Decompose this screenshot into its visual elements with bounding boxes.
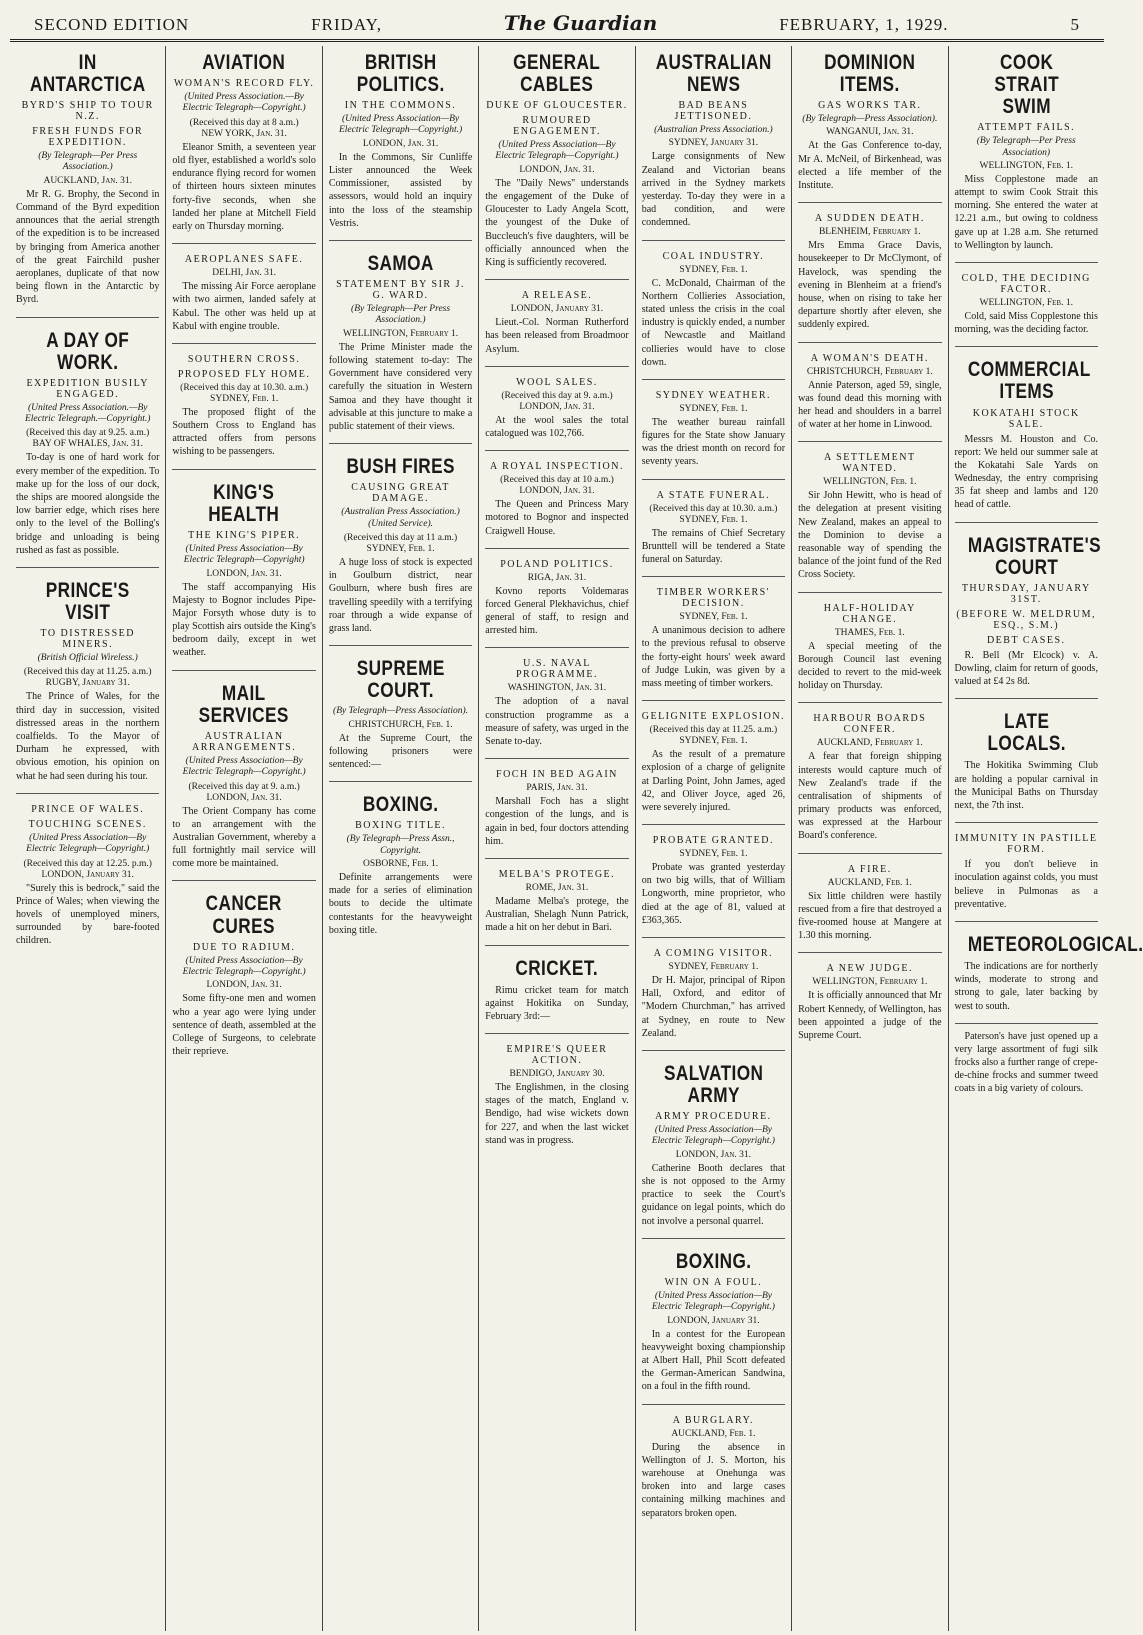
article-subhead2: (BEFORE W. MELDRUM, ESQ., S.M.): [956, 608, 1097, 631]
article-dateline: RUGBY, January 31.: [45, 678, 130, 689]
article-subhead: DUE TO RADIUM.: [192, 941, 296, 953]
article-subhead: A BURGLARY.: [672, 1414, 755, 1426]
article-body: During the absence in Wellington of J. S. Morton, his warehouse at Onehunga was broken into and large cases containing milking machines and separators broken open.: [641, 1441, 786, 1519]
article-headline: CANCER CURES: [206, 892, 283, 938]
edition-label: SECOND EDITION: [34, 15, 190, 34]
article-dateline: SYDNEY, Feb. 1.: [679, 849, 748, 860]
article: [798, 853, 941, 943]
article: [642, 1238, 785, 1394]
article: [485, 279, 628, 356]
article: [485, 548, 628, 638]
article: [16, 793, 159, 948]
article: [798, 342, 941, 432]
article-body: In a contest for the European heavyweight boxing championship at Albert Hall, Phil Scott defeated the German-American Sandwina, on a foul in the fifth round.: [641, 1328, 786, 1393]
article-dateline: BENDIGO, January 30.: [509, 1069, 605, 1080]
article-dateline: NEW YORK, Jan. 31.: [201, 128, 287, 139]
article: [954, 522, 1101, 689]
article: [954, 921, 1143, 1013]
article-headline: SALVATION ARMY: [663, 1061, 764, 1108]
article-body: Six little children were hastily rescued from a fire that destroyed a five-roomed house at Mangere at 1.30 this morning.: [798, 890, 942, 942]
article-subhead: BYRD'S SHIP TO TOUR N.Z.: [21, 100, 154, 123]
article: [172, 52, 315, 233]
article-body: Definite arrangements were made for a series of elimination bouts to decide the ultimate contestants for the heavyweight boxing title.: [328, 871, 473, 936]
article-subhead: COAL INDUSTRY.: [662, 250, 765, 262]
article-body: It is officially announced that Mr Robert Kennedy, of Wellington, has been appointed a judge of the Supreme Court.: [798, 990, 942, 1041]
article-body: Madame Melba's protege, the Australian, Shelagh Nunn Patrick, made a hit on her debut in Bari.: [485, 895, 629, 934]
article-dateline: AUCKLAND, Feb. 1.: [827, 877, 912, 888]
article-subhead: FOCH IN BED AGAIN: [496, 769, 618, 781]
article-credit: (United Press Association—By Electric Telegraph—Copyright): [183, 543, 305, 566]
article-body: A fear that foreign shipping interests would capture much of New Zealand's trade if the centralisation of shipments of primary products was enforced, was expressed at the Harbour Board's conference.: [798, 751, 942, 842]
article: [485, 366, 628, 440]
article-dateline: AUCKLAND, Feb. 1.: [671, 1428, 756, 1439]
article-subhead: TO DISTRESSED MINERS.: [40, 628, 136, 651]
article-dateline: AUCKLAND, Jan. 31.: [43, 175, 132, 186]
article-subhead: A SUDDEN DEATH.: [814, 213, 925, 225]
article-credit: (By Telegraph—Per Press Association.): [38, 151, 138, 173]
article-subhead2: TOUCHING SCENES.: [28, 818, 147, 830]
article-subhead: HALF-HOLIDAY CHANGE.: [823, 602, 916, 625]
article-body: Dr H. Major, principal of Ripon Hall, Oxford, and editor of "Modern Churchman," has arrived at Sydney, en route to New Zealand.: [641, 975, 786, 1039]
article-dateline: SYDNEY, January 31.: [668, 138, 759, 149]
article-dateline: WELLINGTON, Feb. 1.: [979, 298, 1073, 309]
article-body: The "Daily News" understands the engagement of the Duke of Gloucester to Lady Angela Scott, the youngest of the Duke of Buccleuch's five daughters, will be officially announced when the King is sufficiently recovered.: [485, 177, 629, 268]
article-dateline: SYDNEY, Feb. 1.: [210, 393, 279, 404]
masthead: [10, 0, 1104, 42]
article-body: At the wool sales the total catalogued was 102,766.: [485, 414, 629, 439]
article-body: The missing Air Force aeroplane with two airmen, landed safely at Kabul. The other was held up at Kabul with engine trouble.: [172, 281, 316, 332]
article-dateline: LONDON, Jan. 31.: [362, 138, 439, 149]
article: [642, 379, 785, 469]
article: [955, 52, 1098, 252]
article-body: Mrs Emma Grace Davis, housekeeper to Dr McClymont, of Havelock, was spending the evening in Blenheim at a friend's house, when on rising to take her departure shortly after eleven, she suddenly expired.: [798, 240, 942, 331]
article-body: The adoption of a naval construction programme as a measure of safety, was urged in the Senate to-day.: [485, 696, 629, 747]
article-subhead: GAS WORKS TAR.: [818, 100, 922, 112]
article-subhead: A STATE FUNERAL.: [656, 489, 771, 501]
article-body: Rimu cricket team for match against Hokitika on Sunday, February 3rd:—: [485, 984, 629, 1022]
article-received: (Received this day at 10.30. a.m.): [180, 382, 309, 393]
article-dateline: WANGANUI, Jan. 31.: [826, 127, 914, 138]
article: [642, 937, 785, 1040]
article-received: (Received this day at 8 a.m.): [189, 117, 299, 128]
article-headline: BOXING.: [675, 1249, 752, 1273]
article-dateline: SYDNEY, Feb. 1.: [679, 736, 748, 747]
article-headline: KING'S HEALTH: [208, 480, 280, 526]
article: [16, 567, 159, 783]
article-dateline: WELLINGTON, Feb. 1.: [979, 160, 1073, 171]
article-headline: PRINCE'S VISIT: [45, 578, 130, 624]
article-body: Cold, said Miss Copplestone this morning, was the deciding factor.: [954, 311, 1098, 336]
article-headline: AVIATION: [202, 51, 286, 74]
article: [642, 240, 785, 369]
article: [16, 317, 159, 557]
article-subhead: PRINCE OF WALES.: [31, 803, 145, 815]
article-subhead: COLD, THE DECIDING FACTOR.: [961, 273, 1091, 296]
article-body: A special meeting of the Borough Council last evening decided to revert to the mid-week holiday on Thursday.: [798, 640, 942, 692]
article-body: R. Bell (Mr Elcock) v. A. Dowling, claim for return of goods, valued at £4 2s 8d.: [954, 649, 1098, 688]
article: [955, 822, 1098, 911]
article-dateline: THAMES, Feb. 1.: [834, 627, 905, 638]
article: [798, 592, 941, 693]
article-body: Probate was granted yesterday on two big wills, that of William Longworth, mine proprietor, who died at the age of 81, valued at £363,365.: [641, 862, 786, 926]
article: [798, 52, 941, 192]
article-body: C. McDonald, Chairman of the Northern Collieries Association, stated unless the crisis in the coal industry is quickly ended, a number of Newcastle and Maitland collieries would have to close down.: [641, 277, 786, 368]
article-subhead: EMPIRE'S QUEER ACTION.: [506, 1044, 608, 1067]
article: [485, 52, 628, 269]
article-body: Mr R. G. Brophy, the Second in Command of the Byrd expedition announces that the aerial strength of the expedition is to be increased by bringing from America another of the great Fairchild pusher aeroplanes, duplicate of that now being flown in the Antarctic by Byrd.: [16, 188, 160, 306]
article: [642, 1050, 785, 1228]
article-body: The Prime Minister made the following statement to-day: The Government have considered very carefully the situation in Western Samoa and they have thought it advisable at this juncture to make a public statement of their views.: [328, 341, 473, 432]
article-credit: (United Press Association—By Electric Telegraph—Copyright.): [495, 140, 619, 162]
article-subhead: SYDNEY WEATHER.: [655, 389, 772, 401]
article-subhead: KOKATAHI STOCK SALE.: [972, 407, 1080, 430]
article: [329, 240, 472, 433]
article-dateline: LONDON, Jan. 31.: [675, 1149, 752, 1160]
article-received: (Received this day at 10 a.m.): [500, 475, 614, 486]
article-dateline: CHRISTCHURCH, February 1.: [806, 366, 933, 377]
article-subhead: A COMING VISITOR.: [653, 948, 774, 960]
article-subhead: POLAND POLITICS.: [500, 558, 614, 570]
article: [642, 700, 785, 814]
article-body: Messrs M. Houston and Co. report: We held our summer sale at the Kokatahi Sale Yards on Wednesday, the entry comprising 35 fat sheep and lambs and 120 head of cattle.: [954, 433, 1098, 511]
article-dateline: RIGA, Jan. 31.: [527, 572, 587, 583]
article-dateline: AUCKLAND, February 1.: [816, 738, 923, 749]
article: [16, 52, 159, 307]
article-subhead: GELIGNITE EXPLOSION.: [641, 711, 786, 723]
article-subhead: THE KING'S PIPER.: [188, 529, 301, 541]
article: [172, 243, 315, 333]
article: [642, 576, 785, 690]
article-headline: SAMOA: [367, 252, 434, 275]
article: [485, 647, 628, 748]
article-credit: (By Telegraph—Press Association).: [802, 114, 938, 125]
article-credit: (United Press Association—By Electric Telegraph—Copyright.): [26, 832, 150, 855]
article-body: As the result of a premature explosion of a charge of gelignite at Darling Point, John James, aged 42, and Oliver Joyce, aged 26, were severely injured.: [641, 749, 786, 813]
article-body: The Orient Company has come to an arrangement with the Australian Government, whereby a full fortnightly mail service will come more be maintained.: [172, 805, 316, 870]
article: [955, 1023, 1098, 1096]
article-received: (Received this day at 9.25. a.m.): [26, 428, 150, 439]
article-headline: BRITISH POLITICS.: [356, 51, 445, 97]
column-1: [10, 46, 166, 1631]
article-credit: (United Press Association—By Electric Telegraph—Copyright.): [182, 755, 306, 778]
article: [642, 1404, 785, 1520]
article-body: If you don't believe in inoculation against colds, you must believe in Pulmonas as a preventative.: [954, 859, 1098, 910]
article: [329, 443, 472, 635]
article-headline: LATE LOCALS.: [987, 710, 1066, 756]
article-subhead: SOUTHERN CROSS.: [187, 353, 301, 365]
article-subhead: TIMBER WORKERS' DECISION.: [656, 587, 771, 610]
article-body: At the Supreme Court, the following prisoners were sentenced:—: [328, 732, 473, 770]
article-headline: METEOROLOGICAL.: [967, 932, 1143, 956]
article-body: The proposed flight of the Southern Cross to England has attracted offers from persons wishing to be passengers.: [172, 406, 316, 458]
article-body: Eleanor Smith, a seventeen year old flyer, established a world's solo endurance flying record for women of thirteen hours sixteen minutes forty-five seconds, when she landed her plane at Mitchell Field early on Thursday morning.: [172, 141, 316, 232]
article-dateline: BAY OF WHALES, Jan. 31.: [32, 439, 143, 450]
article-body: Some fifty-one men and women who a year ago were lying under sentence of death, assembled at the College of Surgeons, to celebrate their reprieve.: [172, 993, 316, 1058]
article-subhead2: FRESH FUNDS FOR EXPEDITION.: [32, 126, 144, 149]
article-body: Marshall Foch has a slight congestion of the lungs, and is again in bed, four doctors attending him.: [485, 796, 629, 847]
column-2: [166, 46, 322, 1631]
article-subhead: A SETTLEMENT WANTED.: [824, 452, 916, 475]
article-headline: AUSTRALIAN NEWS: [655, 51, 772, 97]
article-body: Sir John Hewitt, who is head of the delegation at present visiting New Zealand, makes an appeal to the Dominion to devise a reasonable way of spending the balance of the joint fund of the Red Cross Society.: [798, 490, 942, 581]
article-dateline: ROME, Jan. 31.: [525, 882, 589, 893]
article-subhead: BOXING TITLE.: [355, 820, 447, 832]
article-subhead: EXPEDITION BUSILY ENGAGED.: [26, 377, 149, 400]
article-credit: (By Telegraph—Per Press Association.): [351, 304, 451, 326]
article: [485, 945, 628, 1024]
article-subhead: A ROYAL INSPECTION.: [489, 461, 624, 473]
article-dateline: SYDNEY, Feb. 1.: [679, 264, 748, 275]
article-dateline: LONDON, Jan. 31.: [519, 164, 595, 175]
article-body: The remains of Chief Secretary Brunttell will be tendered a State funeral on Saturday.: [641, 527, 786, 566]
article-subhead2: RUMOURED ENGAGEMENT.: [513, 115, 601, 138]
article: [485, 858, 628, 935]
article-dateline: OSBORNE, Feb. 1.: [362, 858, 439, 869]
article-credit: (United Press Association—By Electric Telegraph—Copyright.): [651, 1290, 775, 1313]
article-dateline: LONDON, January 31.: [667, 1315, 760, 1326]
article: [172, 880, 315, 1058]
article-body: The staff accompanying His Majesty to Bognor includes Pipe-Major Forsyth whose duty is to play Scottish airs outside the King's bedroom daily, except in wet weather.: [172, 581, 316, 659]
article-dateline: SYDNEY, Feb. 1.: [679, 514, 748, 525]
article: [329, 645, 472, 771]
article: [172, 469, 315, 660]
article-subhead: THURSDAY, JANUARY 31ST.: [961, 582, 1091, 605]
article-body: Large consignments of New Zealand and Victorian beans arrived in the Sydney markets yesterday. To-day they were in a bad condition, and were condemned.: [641, 151, 786, 229]
page-number: 5: [1070, 15, 1080, 34]
article-body: Catherine Booth declares that she is not opposed to the Army practice to seek the Court's guidance on legal points, which do not involve a personal quarrel.: [641, 1162, 786, 1227]
column-7: [949, 46, 1143, 1631]
article-body: A unanimous decision to adhere to the previous refusal to observe the forty-eight hours' week award of Judge Lukin, was given by a mass meeting of timber workers.: [641, 625, 786, 689]
article-body: Lieut.-Col. Norman Rutherford has been released from Broadmoor Asylum.: [485, 317, 629, 355]
article-credit: (United Press Association—By Electric Telegraph—Copyright.): [182, 955, 306, 977]
article-subhead: WIN ON A FOUL.: [664, 1276, 763, 1288]
article: [172, 670, 315, 871]
columns-container: [10, 46, 1143, 1631]
article-dateline: LONDON, Jan. 31.: [206, 792, 282, 803]
article-subhead: STATEMENT BY SIR J. G. WARD.: [336, 279, 465, 302]
article-body: "Surely this is bedrock," said the Prince of Wales; when viewing the hovels of unemployed miners, surrounded by bare-footed children.: [16, 882, 160, 947]
article-headline: IN ANTARCTICA: [29, 51, 146, 97]
article-subhead: CAUSING GREAT DAMAGE.: [351, 482, 450, 505]
article-body: The Prince of Wales, for the third day in succession, visited distressed areas in the northern coalfields. To the Mayor of Durham he expressed, with obvious emotion, his opinion on what he had seen during his tour.: [16, 691, 160, 782]
article-subhead2: PROPOSED FLY HOME.: [177, 368, 311, 380]
article-subhead: BAD BEANS JETTISONED.: [674, 100, 753, 123]
article-dateline: DELHI, Jan. 31.: [212, 268, 276, 279]
article-dateline: WASHINGTON, Jan. 31.: [507, 683, 607, 694]
article-credit: (By Telegraph—Press Assn., Copyright.: [346, 834, 455, 856]
article-credit: (Australian Press Association.) (United Service).: [341, 507, 460, 529]
article-subhead: U.S. NAVAL PROGRAMME.: [515, 658, 598, 681]
article-subhead: A NEW JUDGE.: [826, 963, 914, 975]
article-subhead: DUKE OF GLOUCESTER.: [486, 100, 628, 112]
issue-date: FEBRUARY, 1, 1929.: [779, 15, 949, 34]
article-subhead: A FIRE.: [847, 863, 892, 875]
article-dateline: LONDON, January 31.: [41, 869, 134, 880]
article-subhead: ATTEMPT FAILS.: [977, 122, 1076, 134]
article-subhead: A WOMAN'S DEATH.: [810, 352, 929, 364]
article-dateline: LONDON, Jan. 31.: [206, 568, 282, 579]
article-credit: (By Telegraph—Press Association).: [333, 706, 469, 717]
article-headline: CRICKET.: [515, 956, 599, 980]
article-body: A huge loss of stock is expected in Goulburn district, near Goulburn, where bush fires are travelling speedily with a terrifying roar through a wide expanse of grass land.: [328, 556, 473, 634]
article: [798, 952, 941, 1042]
article-subhead: IMMUNITY IN PASTILLE FORM.: [954, 833, 1098, 856]
article-body: The indications are for northerly winds, moderate to strong and strong to gale, later backing by west to south.: [954, 960, 1098, 1012]
article: [172, 343, 315, 459]
column-3: [323, 46, 479, 1631]
article-subhead: IN THE COMMONS.: [344, 100, 457, 112]
article-dateline: LONDON, Jan. 31.: [206, 980, 282, 991]
article-body: The Queen and Princess Mary motored to Bognor and inspected Craigwell House.: [485, 499, 629, 537]
article-body: Kovno reports Voldemaras forced General Plekhavichus, chief general of staff, to resign and arrested him.: [485, 585, 629, 637]
article-dateline: WELLINGTON, Feb. 1.: [823, 477, 917, 488]
column-5: [636, 46, 792, 1631]
article-subhead3: DEBT CASES.: [986, 634, 1066, 646]
article: [329, 52, 472, 230]
article-dateline: LONDON, Jan. 31.: [519, 401, 595, 412]
article-received: (Received this day at 10.30. a.m.): [649, 503, 778, 514]
article-body: At the Gas Conference to-day, Mr A. McNeil, of Birkenhead, was elected a life member of the Institute.: [798, 140, 942, 192]
article-dateline: SYDNEY, February 1.: [668, 962, 759, 973]
article-subhead: WOOL SALES.: [516, 376, 598, 388]
article-body: The Hokitika Swimming Club are holding a popular carnival in the Municipal Baths on Thursday next, the 7th inst.: [954, 760, 1098, 811]
article-credit: (United Press Association.—By Electric Telegraph.—Copyright.): [24, 402, 151, 425]
article: [798, 702, 941, 842]
article-dateline: SYDNEY, Feb. 1.: [366, 543, 435, 554]
article-headline: COOK STRAIT SWIM: [993, 51, 1059, 119]
article: [642, 52, 785, 230]
column-4: [479, 46, 635, 1631]
article-received: (Received this day at 11.25. a.m.): [649, 725, 778, 736]
article-body: To-day is one of hard work for every member of the expedition. To make up for the loss of our dock, the ships are moored alongside the low barrier edge, which rises here only to the level of the Bolling's bridge and unloading is being rushed as fast as possible.: [16, 452, 160, 556]
article: [955, 262, 1098, 336]
article-subhead: MELBA'S PROTEGE.: [498, 868, 616, 880]
article-dateline: LONDON, Jan. 31.: [519, 486, 595, 497]
article-subhead: A RELEASE.: [521, 290, 593, 302]
article-dateline: PARIS, Jan. 31.: [526, 783, 588, 794]
article-subhead: WOMAN'S RECORD FLY.: [173, 78, 315, 90]
paper-name: The Guardian: [503, 11, 658, 35]
article: [955, 346, 1098, 511]
article-subhead: PROBATE GRANTED.: [652, 835, 775, 847]
article-credit: (British Official Wireless.): [37, 653, 138, 664]
article: [798, 441, 941, 581]
article-subhead: HARBOUR BOARDS CONFER.: [813, 713, 927, 736]
article-credit: (United Press Association—By Electric Telegraph—Copyright.): [338, 114, 463, 136]
article-headline: BOXING.: [362, 793, 439, 817]
article-body: Paterson's have just opened up a very large assortment of fugi silk frocks also a further range of crepe-de-chine frocks and summer tweed coats in a big variety of colours.: [954, 1030, 1098, 1095]
article-dateline: BLENHEIM, February 1.: [818, 227, 921, 238]
article-subhead: AUSTRALIAN ARRANGEMENTS.: [192, 730, 297, 753]
article: [955, 698, 1098, 812]
article: [642, 824, 785, 927]
article: [485, 450, 628, 538]
article: [485, 1033, 628, 1147]
article-headline: MAGISTRATE'S COURT: [967, 533, 1101, 579]
article-body: Miss Copplestone made an attempt to swim Cook Strait this morning. She entered the water at 12.21 a.m., but owing to coldness gave up at 1.28 a.m. She returned to Wellington by launch.: [954, 173, 1098, 251]
article-headline: SUPREME COURT.: [356, 657, 445, 703]
article-headline: GENERAL CABLES: [513, 51, 601, 97]
article-dateline: WELLINGTON, February 1.: [812, 977, 928, 988]
article-credit: (United Press Association.—By Electric Telegraph—Copyright.): [182, 92, 306, 114]
article-headline: BUSH FIRES: [346, 455, 455, 479]
issue-day: FRIDAY,: [311, 15, 382, 34]
article-body: The weather bureau rainfall figures for the State show January was the driest month on record for seventy years.: [641, 416, 786, 468]
article: [642, 479, 785, 567]
article-dateline: CHRISTCHURCH, Feb. 1.: [348, 719, 453, 730]
article-subhead: ARMY PROCEDURE.: [655, 1111, 772, 1123]
article-received: (Received this day at 11.25. a.m.): [23, 667, 152, 678]
article: [798, 202, 941, 331]
article-body: Annie Paterson, aged 59, single, was found dead this morning with her head and shoulders in a barrel of water at her home in Linwood.: [798, 379, 942, 431]
article-credit: (By Telegraph—Per Press Association): [976, 136, 1076, 158]
article-headline: DOMINION ITEMS.: [824, 51, 916, 97]
article-body: The Englishmen, in the closing stages of the match, England v. Bendigo, had wise wickets down for 227, and when the last wicket stand was in progress.: [485, 1082, 629, 1146]
column-6: [792, 46, 948, 1631]
article-credit: (United Press Association—By Electric Telegraph—Copyright.): [651, 1125, 775, 1147]
article-headline: MAIL SERVICES: [199, 681, 290, 727]
article-received: (Received this day at 9. a.m.): [188, 781, 300, 792]
article-dateline: SYDNEY, Feb. 1.: [679, 612, 748, 623]
article-received: (Received this day at 11 a.m.): [343, 532, 458, 543]
article-dateline: WELLINGTON, February 1.: [342, 328, 459, 339]
article-dateline: LONDON, January 31.: [510, 304, 604, 315]
article-credit: (Australian Press Association.): [654, 125, 773, 136]
article-body: In the Commons, Sir Cunliffe Lister announced the Week Commissioner, assisted by assessors, would hold an inquiry into the loss of the steamship Vestris.: [328, 151, 473, 229]
article-subhead: AEROPLANES SAFE.: [184, 254, 304, 266]
article-received: (Received this day at 12.25. p.m.): [23, 858, 152, 869]
article: [329, 781, 472, 937]
article: [485, 758, 628, 848]
article-dateline: SYDNEY, Feb. 1.: [679, 403, 748, 414]
article-headline: COMMERCIAL ITEMS: [967, 358, 1091, 404]
article-received: (Received this day at 9. a.m.): [501, 390, 613, 401]
article-headline: A DAY OF WORK.: [46, 328, 130, 374]
